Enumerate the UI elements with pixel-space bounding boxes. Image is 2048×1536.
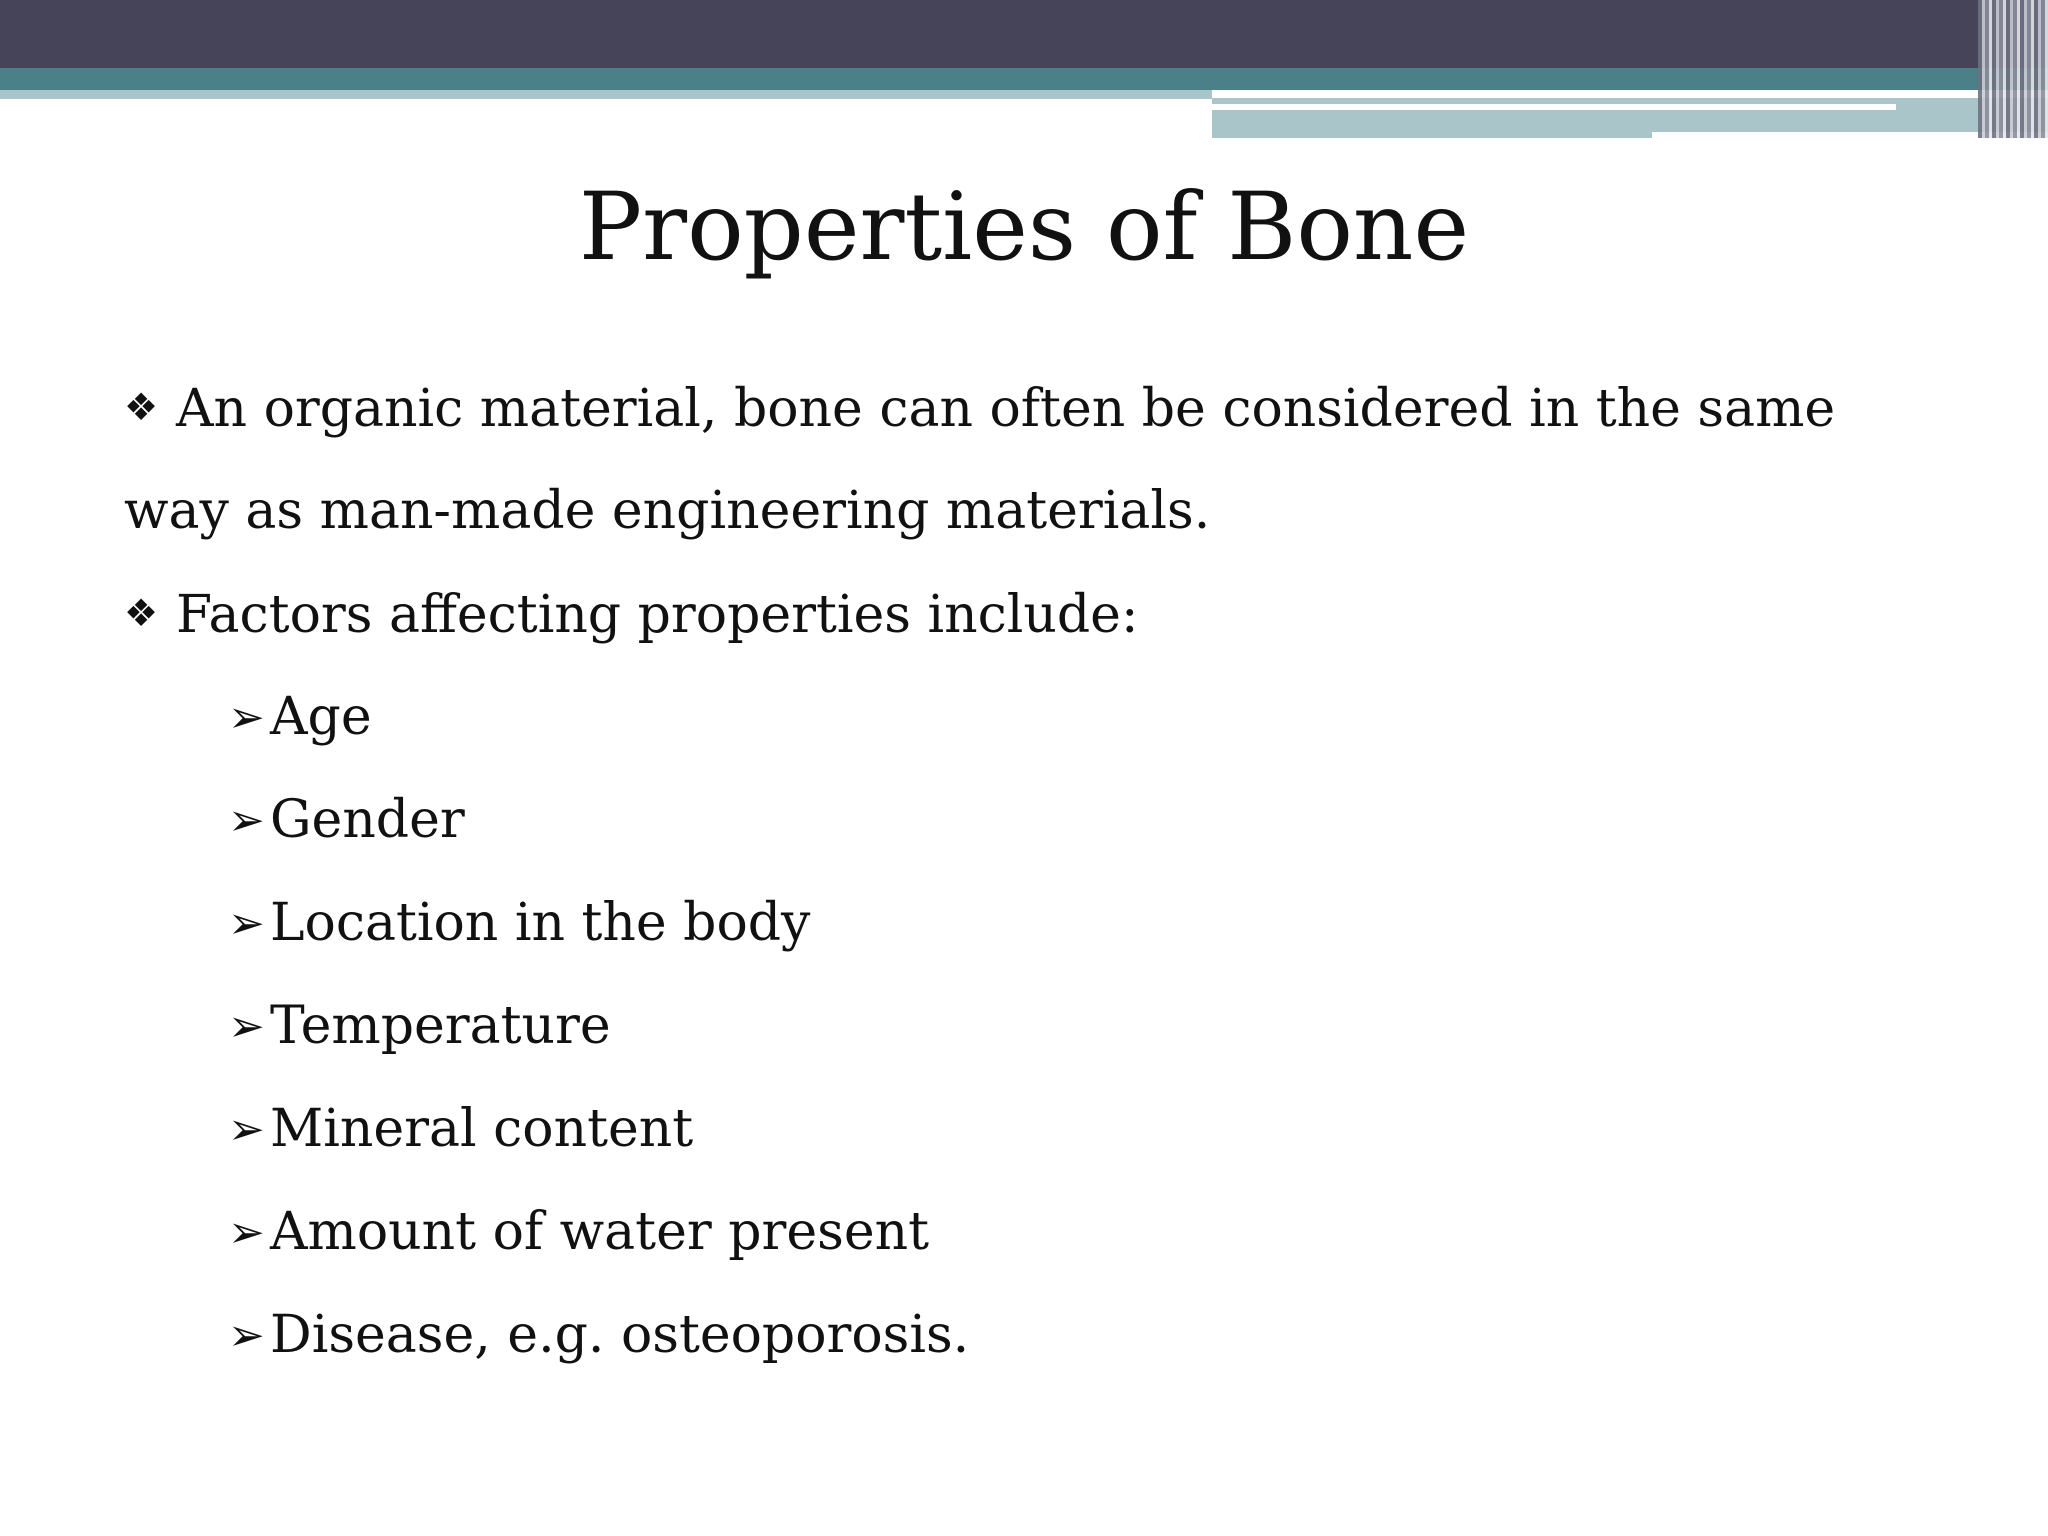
bullet-text: An organic material, bone can often be considered in the same way as man-made engineering materials.: [124, 379, 1836, 541]
header-band-dark: [0, 0, 2048, 68]
list-item-text: Gender: [270, 790, 465, 850]
list-item: [228, 1284, 1924, 1387]
slide-content: [124, 356, 1924, 1387]
diamond-bullet-icon: ❖: [124, 385, 159, 429]
bullet-item: [124, 356, 1924, 562]
list-item-text: Mineral content: [270, 1099, 694, 1159]
list-item-text: Temperature: [270, 996, 611, 1056]
header-band-light-left: [0, 90, 1212, 99]
list-item: [228, 1078, 1924, 1181]
arrow-bullet-icon: ➢: [228, 795, 265, 846]
arrow-bullet-icon: ➢: [228, 1310, 265, 1361]
header-stripes-decoration: [1978, 0, 2048, 138]
header-band-teal: [0, 68, 2048, 90]
list-item: [228, 975, 1924, 1078]
factors-list: [124, 666, 1924, 1387]
list-item: [228, 666, 1924, 769]
list-item: [228, 872, 1924, 975]
list-item: [228, 769, 1924, 872]
list-item: [228, 1181, 1924, 1284]
bullet-item: [124, 562, 1924, 666]
arrow-bullet-icon: ➢: [228, 692, 265, 743]
arrow-bullet-icon: ➢: [228, 1001, 265, 1052]
diamond-bullet-icon: ❖: [124, 591, 159, 635]
list-item-text: Age: [270, 687, 372, 747]
arrow-bullet-icon: ➢: [228, 898, 265, 949]
slide-title: Properties of Bone: [578, 173, 1470, 282]
list-item-text: Amount of water present: [270, 1202, 929, 1262]
bullet-text: Factors affecting properties include:: [176, 585, 1139, 645]
arrow-bullet-icon: ➢: [228, 1207, 265, 1258]
header-band-white-strip: [1212, 104, 1896, 110]
arrow-bullet-icon: ➢: [228, 1104, 265, 1155]
list-item-text: Disease, e.g. osteoporosis.: [270, 1305, 970, 1365]
list-item-text: Location in the body: [270, 893, 811, 953]
